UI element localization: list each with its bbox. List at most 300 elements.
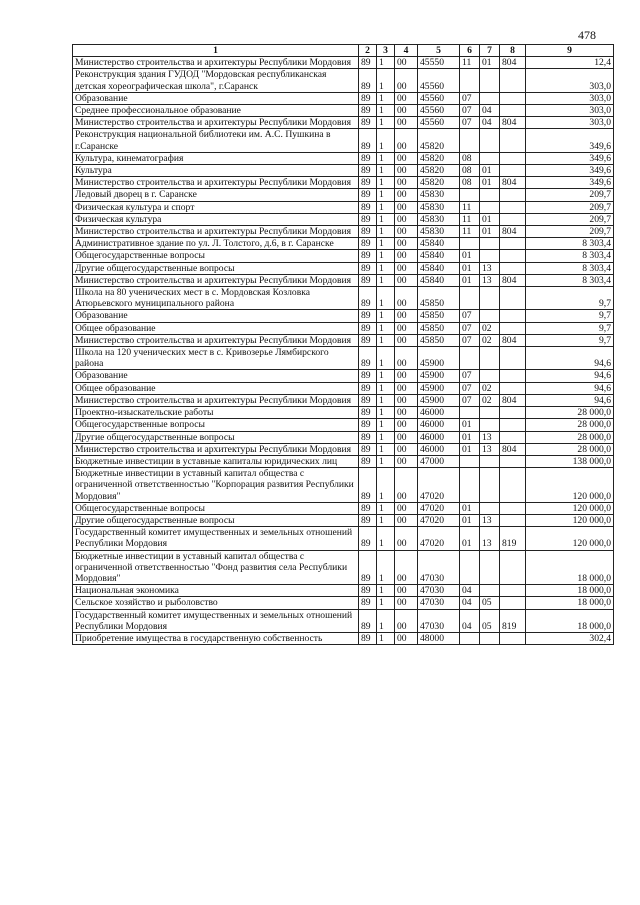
row-name: Школа на 80 ученических мест в с. Мордовская Козловка Атюрьевского муниципального района <box>73 287 359 310</box>
code-cell: 00 <box>395 177 418 189</box>
code-cell: 1 <box>377 407 395 419</box>
code-cell: 89 <box>359 213 377 225</box>
code-cell: 46000 <box>418 419 460 431</box>
code-cell: 1 <box>377 394 395 406</box>
row-name: Министерство строительства и архитектуры Республики Мордовия <box>73 57 359 69</box>
amount-cell: 18 000,0 <box>526 597 614 609</box>
table-row <box>73 514 614 526</box>
code-cell: 00 <box>395 250 418 262</box>
code-cell <box>460 69 480 92</box>
code-cell: 89 <box>359 226 377 238</box>
code-cell: 00 <box>395 585 418 597</box>
row-name: Министерство строительства и архитектуры Республики Мордовия <box>73 334 359 346</box>
code-cell: 01 <box>460 431 480 443</box>
code-cell: 89 <box>359 69 377 92</box>
code-cell <box>500 514 526 526</box>
code-cell: 00 <box>395 382 418 394</box>
code-cell: 00 <box>395 287 418 310</box>
code-cell: 89 <box>359 274 377 286</box>
code-cell: 07 <box>460 370 480 382</box>
code-cell <box>500 431 526 443</box>
code-cell: 13 <box>480 514 500 526</box>
code-cell: 47030 <box>418 597 460 609</box>
code-cell <box>480 69 500 92</box>
code-cell: 45840 <box>418 262 460 274</box>
table-row <box>73 609 614 632</box>
code-cell: 1 <box>377 334 395 346</box>
budget-table <box>72 44 614 645</box>
code-cell: 00 <box>395 129 418 152</box>
code-cell: 89 <box>359 382 377 394</box>
header-cell: 8 <box>500 45 526 57</box>
code-cell <box>480 407 500 419</box>
code-cell: 89 <box>359 632 377 644</box>
amount-cell: 303,0 <box>526 117 614 129</box>
code-cell: 819 <box>500 609 526 632</box>
table-row <box>73 347 614 370</box>
code-cell: 00 <box>395 238 418 250</box>
code-cell: 89 <box>359 431 377 443</box>
row-name: Реконструкция национальной библиотеки им. А.С. Пушкина в г.Саранске <box>73 129 359 152</box>
row-name: Школа на 120 ученических мест в с. Кривозерье Лямбирского района <box>73 347 359 370</box>
code-cell <box>460 189 480 201</box>
code-cell: 45820 <box>418 129 460 152</box>
row-name: Министерство строительства и архитектуры Республики Мордовия <box>73 443 359 455</box>
code-cell: 89 <box>359 455 377 467</box>
code-cell: 00 <box>395 322 418 334</box>
code-cell <box>500 92 526 104</box>
code-cell: 04 <box>460 597 480 609</box>
table-row <box>73 502 614 514</box>
code-cell: 1 <box>377 226 395 238</box>
code-cell: 89 <box>359 189 377 201</box>
code-cell: 47030 <box>418 609 460 632</box>
table-row <box>73 213 614 225</box>
amount-cell: 28 000,0 <box>526 431 614 443</box>
code-cell: 00 <box>395 92 418 104</box>
code-cell <box>480 502 500 514</box>
code-cell <box>500 550 526 585</box>
code-cell: 804 <box>500 334 526 346</box>
code-cell: 04 <box>460 585 480 597</box>
code-cell: 89 <box>359 419 377 431</box>
amount-cell: 94,6 <box>526 347 614 370</box>
row-name: Культура <box>73 165 359 177</box>
code-cell <box>500 238 526 250</box>
code-cell: 08 <box>460 165 480 177</box>
amount-cell: 209,7 <box>526 201 614 213</box>
code-cell: 89 <box>359 92 377 104</box>
code-cell <box>500 165 526 177</box>
row-name: Национальная экономика <box>73 585 359 597</box>
code-cell <box>460 407 480 419</box>
code-cell: 45560 <box>418 69 460 92</box>
code-cell <box>480 152 500 164</box>
code-cell: 45840 <box>418 250 460 262</box>
code-cell: 47020 <box>418 502 460 514</box>
code-cell <box>500 370 526 382</box>
table-row <box>73 262 614 274</box>
amount-cell: 28 000,0 <box>526 419 614 431</box>
row-name: Физическая культура <box>73 213 359 225</box>
code-cell <box>500 322 526 334</box>
code-cell: 1 <box>377 419 395 431</box>
amount-cell: 303,0 <box>526 105 614 117</box>
code-cell: 1 <box>377 262 395 274</box>
code-cell: 00 <box>395 69 418 92</box>
code-cell: 1 <box>377 189 395 201</box>
row-name: Ледовый дворец в г. Саранске <box>73 189 359 201</box>
code-cell <box>500 287 526 310</box>
row-name: Образование <box>73 370 359 382</box>
code-cell: 804 <box>500 117 526 129</box>
code-cell: 45560 <box>418 105 460 117</box>
code-cell <box>500 419 526 431</box>
code-cell <box>500 347 526 370</box>
table-row <box>73 431 614 443</box>
code-cell: 1 <box>377 527 395 550</box>
amount-cell: 349,6 <box>526 165 614 177</box>
table-row <box>73 322 614 334</box>
code-cell: 01 <box>480 165 500 177</box>
amount-cell: 349,6 <box>526 129 614 152</box>
code-cell: 00 <box>395 152 418 164</box>
code-cell: 804 <box>500 226 526 238</box>
code-cell: 05 <box>480 609 500 632</box>
row-name: Государственный комитет имущественных и земельных отношений Республики Мордовия <box>73 527 359 550</box>
header-cell: 9 <box>526 45 614 57</box>
code-cell: 04 <box>460 609 480 632</box>
code-cell: 02 <box>480 334 500 346</box>
code-cell: 01 <box>460 262 480 274</box>
header-cell: 1 <box>73 45 359 57</box>
table-row <box>73 443 614 455</box>
row-name: Другие общегосударственные вопросы <box>73 262 359 274</box>
code-cell: 89 <box>359 310 377 322</box>
code-cell <box>480 250 500 262</box>
code-cell: 00 <box>395 334 418 346</box>
code-cell: 89 <box>359 347 377 370</box>
code-cell: 08 <box>460 177 480 189</box>
table-row <box>73 419 614 431</box>
code-cell: 00 <box>395 105 418 117</box>
code-cell <box>500 201 526 213</box>
row-name: Среднее профессиональное образование <box>73 105 359 117</box>
row-name: Общее образование <box>73 382 359 394</box>
code-cell: 11 <box>460 226 480 238</box>
amount-cell: 9,7 <box>526 310 614 322</box>
code-cell <box>480 287 500 310</box>
amount-cell: 8 303,4 <box>526 238 614 250</box>
code-cell <box>480 585 500 597</box>
code-cell: 89 <box>359 370 377 382</box>
table-row <box>73 287 614 310</box>
code-cell <box>500 213 526 225</box>
code-cell: 89 <box>359 550 377 585</box>
table-row <box>73 407 614 419</box>
table-row <box>73 455 614 467</box>
code-cell: 11 <box>460 57 480 69</box>
amount-cell: 8 303,4 <box>526 262 614 274</box>
code-cell: 45840 <box>418 238 460 250</box>
code-cell: 00 <box>395 455 418 467</box>
code-cell <box>460 287 480 310</box>
code-cell <box>460 550 480 585</box>
code-cell: 1 <box>377 370 395 382</box>
table-row <box>73 57 614 69</box>
code-cell <box>480 550 500 585</box>
code-cell: 00 <box>395 201 418 213</box>
code-cell: 89 <box>359 201 377 213</box>
row-name: Общегосударственные вопросы <box>73 250 359 262</box>
table-row <box>73 201 614 213</box>
code-cell: 89 <box>359 502 377 514</box>
code-cell: 1 <box>377 455 395 467</box>
header-cell: 3 <box>377 45 395 57</box>
code-cell: 00 <box>395 632 418 644</box>
amount-cell: 303,0 <box>526 69 614 92</box>
code-cell: 89 <box>359 585 377 597</box>
code-cell: 07 <box>460 382 480 394</box>
code-cell: 1 <box>377 347 395 370</box>
table-row <box>73 370 614 382</box>
amount-cell: 28 000,0 <box>526 407 614 419</box>
amount-cell: 9,7 <box>526 334 614 346</box>
table-row <box>73 238 614 250</box>
row-name: Другие общегосударственные вопросы <box>73 514 359 526</box>
code-cell: 01 <box>460 514 480 526</box>
code-cell <box>500 468 526 503</box>
amount-cell: 9,7 <box>526 322 614 334</box>
code-cell: 1 <box>377 597 395 609</box>
code-cell: 13 <box>480 274 500 286</box>
code-cell: 819 <box>500 527 526 550</box>
amount-cell: 120 000,0 <box>526 514 614 526</box>
code-cell <box>500 585 526 597</box>
code-cell: 89 <box>359 177 377 189</box>
code-cell: 1 <box>377 177 395 189</box>
row-name: Приобретение имущества в государственную собственность <box>73 632 359 644</box>
code-cell: 47030 <box>418 550 460 585</box>
row-name: Сельское хозяйство и рыболовство <box>73 597 359 609</box>
code-cell: 01 <box>480 213 500 225</box>
code-cell: 00 <box>395 370 418 382</box>
code-cell: 45830 <box>418 189 460 201</box>
code-cell: 1 <box>377 431 395 443</box>
row-name: Проектно-изыскательские работы <box>73 407 359 419</box>
code-cell: 89 <box>359 609 377 632</box>
amount-cell: 8 303,4 <box>526 250 614 262</box>
code-cell: 45900 <box>418 394 460 406</box>
code-cell: 00 <box>395 443 418 455</box>
row-name: Культура, кинематография <box>73 152 359 164</box>
table-row <box>73 334 614 346</box>
table-row <box>73 310 614 322</box>
code-cell: 07 <box>460 394 480 406</box>
code-cell: 89 <box>359 117 377 129</box>
code-cell: 45850 <box>418 287 460 310</box>
code-cell <box>500 262 526 274</box>
row-name: Государственный комитет имущественных и земельных отношений Республики Мордовия <box>73 609 359 632</box>
code-cell: 1 <box>377 105 395 117</box>
code-cell <box>460 129 480 152</box>
code-cell: 47030 <box>418 585 460 597</box>
code-cell: 01 <box>460 274 480 286</box>
code-cell: 47020 <box>418 527 460 550</box>
amount-cell: 18 000,0 <box>526 585 614 597</box>
code-cell: 89 <box>359 597 377 609</box>
code-cell: 45830 <box>418 226 460 238</box>
code-cell: 00 <box>395 226 418 238</box>
amount-cell: 209,7 <box>526 189 614 201</box>
code-cell: 00 <box>395 431 418 443</box>
code-cell <box>480 189 500 201</box>
code-cell <box>480 347 500 370</box>
table-row <box>73 250 614 262</box>
code-cell: 45560 <box>418 92 460 104</box>
code-cell: 13 <box>480 443 500 455</box>
code-cell <box>480 370 500 382</box>
code-cell: 1 <box>377 468 395 503</box>
code-cell: 01 <box>480 57 500 69</box>
amount-cell: 209,7 <box>526 226 614 238</box>
row-name: Бюджетные инвестиции в уставные капиталы юридических лиц <box>73 455 359 467</box>
table-row <box>73 226 614 238</box>
row-name: Образование <box>73 310 359 322</box>
code-cell: 00 <box>395 502 418 514</box>
table-row <box>73 632 614 644</box>
code-cell: 89 <box>359 262 377 274</box>
code-cell <box>500 502 526 514</box>
code-cell: 04 <box>480 105 500 117</box>
amount-cell: 138 000,0 <box>526 455 614 467</box>
code-cell <box>480 419 500 431</box>
code-cell <box>500 152 526 164</box>
code-cell: 13 <box>480 527 500 550</box>
code-cell: 1 <box>377 201 395 213</box>
code-cell <box>480 468 500 503</box>
code-cell: 07 <box>460 92 480 104</box>
amount-cell: 120 000,0 <box>526 468 614 503</box>
code-cell: 1 <box>377 550 395 585</box>
code-cell: 1 <box>377 165 395 177</box>
table-row <box>73 597 614 609</box>
amount-cell: 9,7 <box>526 287 614 310</box>
row-name: Образование <box>73 92 359 104</box>
amount-cell: 349,6 <box>526 177 614 189</box>
amount-cell: 94,6 <box>526 382 614 394</box>
code-cell: 04 <box>480 117 500 129</box>
row-name: Бюджетные инвестиции в уставный капитал общества с ограниченной ответственностью "Корпорация развития Республики Мордовия" <box>73 468 359 503</box>
code-cell <box>500 632 526 644</box>
code-cell: 48000 <box>418 632 460 644</box>
header-row <box>73 45 614 57</box>
code-cell: 89 <box>359 129 377 152</box>
code-cell: 00 <box>395 468 418 503</box>
table-row <box>73 69 614 92</box>
row-name: Другие общегосударственные вопросы <box>73 431 359 443</box>
row-name: Общегосударственные вопросы <box>73 419 359 431</box>
code-cell <box>500 455 526 467</box>
code-cell: 00 <box>395 609 418 632</box>
amount-cell: 8 303,4 <box>526 274 614 286</box>
code-cell: 89 <box>359 287 377 310</box>
code-cell: 05 <box>480 597 500 609</box>
code-cell: 00 <box>395 419 418 431</box>
code-cell: 1 <box>377 287 395 310</box>
code-cell <box>500 105 526 117</box>
code-cell <box>480 455 500 467</box>
code-cell: 1 <box>377 502 395 514</box>
table-row <box>73 585 614 597</box>
code-cell: 1 <box>377 129 395 152</box>
code-cell: 804 <box>500 274 526 286</box>
code-cell <box>480 632 500 644</box>
code-cell <box>480 310 500 322</box>
code-cell: 07 <box>460 117 480 129</box>
code-cell: 01 <box>460 502 480 514</box>
code-cell: 1 <box>377 69 395 92</box>
amount-cell: 302,4 <box>526 632 614 644</box>
table-row <box>73 527 614 550</box>
row-name: Бюджетные инвестиции в уставный капитал общества с ограниченной ответственностью "Фонд развития села Республики Мордовия" <box>73 550 359 585</box>
code-cell <box>480 92 500 104</box>
code-cell: 1 <box>377 514 395 526</box>
code-cell: 89 <box>359 250 377 262</box>
code-cell: 804 <box>500 394 526 406</box>
code-cell: 89 <box>359 527 377 550</box>
code-cell <box>460 468 480 503</box>
amount-cell: 18 000,0 <box>526 550 614 585</box>
code-cell: 00 <box>395 514 418 526</box>
row-name: Реконструкция здания ГУДОД "Мордовская республиканская детская хореографическая школа", г.Саранск <box>73 69 359 92</box>
code-cell: 07 <box>460 105 480 117</box>
code-cell: 46000 <box>418 431 460 443</box>
code-cell: 13 <box>480 431 500 443</box>
row-name: Министерство строительства и архитектуры Республики Мордовия <box>73 274 359 286</box>
code-cell: 08 <box>460 152 480 164</box>
code-cell: 1 <box>377 322 395 334</box>
code-cell: 89 <box>359 407 377 419</box>
amount-cell: 120 000,0 <box>526 527 614 550</box>
code-cell: 07 <box>460 310 480 322</box>
code-cell: 01 <box>460 419 480 431</box>
code-cell: 1 <box>377 443 395 455</box>
code-cell: 00 <box>395 165 418 177</box>
code-cell: 02 <box>480 322 500 334</box>
code-cell: 45820 <box>418 152 460 164</box>
row-name: Общегосударственные вопросы <box>73 502 359 514</box>
code-cell: 89 <box>359 238 377 250</box>
code-cell: 45820 <box>418 165 460 177</box>
code-cell: 89 <box>359 468 377 503</box>
code-cell: 45830 <box>418 213 460 225</box>
code-cell: 45820 <box>418 177 460 189</box>
code-cell: 00 <box>395 597 418 609</box>
code-cell: 02 <box>480 394 500 406</box>
code-cell: 89 <box>359 57 377 69</box>
code-cell: 45830 <box>418 201 460 213</box>
code-cell <box>460 455 480 467</box>
code-cell: 45850 <box>418 322 460 334</box>
code-cell: 1 <box>377 609 395 632</box>
code-cell: 1 <box>377 152 395 164</box>
code-cell: 89 <box>359 152 377 164</box>
code-cell: 45900 <box>418 382 460 394</box>
amount-cell: 28 000,0 <box>526 443 614 455</box>
code-cell: 00 <box>395 274 418 286</box>
code-cell: 1 <box>377 238 395 250</box>
